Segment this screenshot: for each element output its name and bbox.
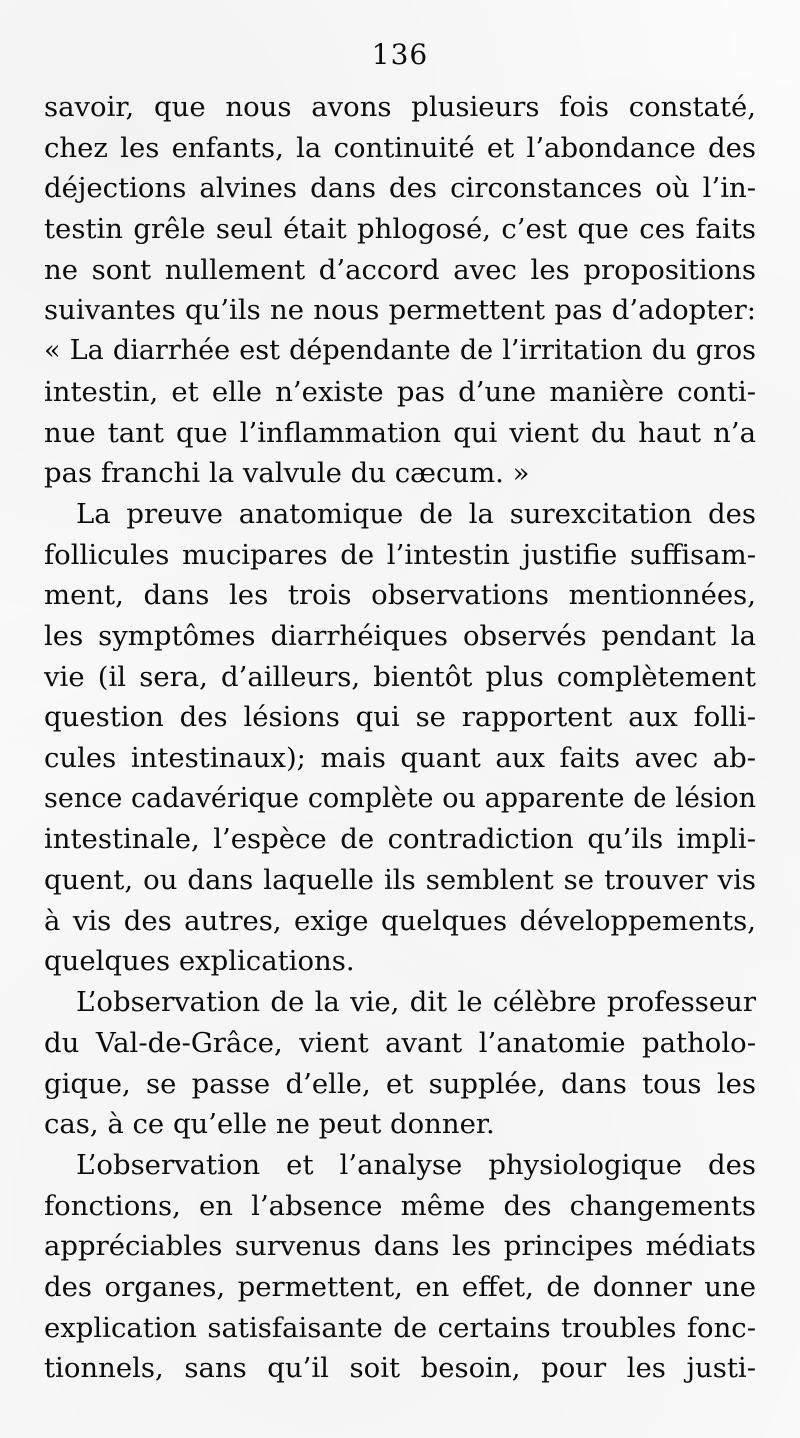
text-line: des organes, permettent, en effet, de donner une (44, 1270, 756, 1303)
text-line: du Val-de-Grâce, vient avant l’anatomie patholo- (44, 1026, 756, 1059)
text-line: nue tant que l’inflammation qui vient du haut n’a (44, 416, 756, 449)
text-line: question des lésions qui se rapportent aux folli- (44, 701, 756, 734)
text-line: intestinale, l’espèce de contradiction qu’ils impli- (44, 823, 756, 856)
text-line: L’observation et l’analyse physiologique des (76, 1148, 756, 1181)
text-line: déjections alvines dans des circonstances où l’in- (44, 172, 756, 205)
text-line: tionnels, sans qu’il soit besoin, pour les justi- (44, 1352, 756, 1385)
text-line: « La diarrhée est dépendante de l’irritation du gros (44, 335, 756, 367)
text-line: La preuve anatomique de la surexcitation des (76, 497, 756, 530)
text-line: suivantes qu’ils ne nous permettent pas d’adopter: (44, 294, 756, 327)
text-line: sence cadavérique complète ou apparente de lésion (44, 782, 756, 814)
body-text (44, 87, 756, 1389)
text-line: les symptômes diarrhéiques observés pendant la (44, 619, 756, 652)
text-line: appréciables survenus dans les principes médiats (44, 1230, 756, 1263)
text-line: explication satisfaisante de certains troubles fonc- (44, 1311, 756, 1344)
text-line: chez les enfants, la continuité et l’abondance des (44, 131, 756, 164)
text-line: à vis des autres, exige quelques développements, (44, 904, 756, 937)
text-line: follicules mucipares de l’intestin justifie suffisam- (44, 538, 756, 571)
text-line: vie (il sera, d’ailleurs, bientôt plus complètement (44, 660, 756, 693)
text-line: quelques explications. (44, 945, 355, 978)
text-line: ment, dans les trois observations mentionnées, (44, 579, 756, 612)
text-line: cas, à ce qu’elle ne peut donner. (44, 1108, 495, 1141)
text-line: quent, ou dans laquelle ils semblent se trouver vis (44, 864, 756, 897)
page-number: 136 (371, 38, 429, 71)
text-line: L’observation de la vie, dit le célèbre professeur (76, 986, 756, 1019)
text-line: cules intestinaux); mais quant aux faits avec ab- (44, 742, 756, 774)
text-line: savoir, que nous avons plusieurs fois constaté, (44, 91, 756, 123)
text-line: ne sont nullement d’accord avec les propositions (44, 253, 756, 286)
text-line: testin grêle seul était phlogosé, c’est que ces faits (44, 213, 756, 246)
text-line: intestin, et elle n’existe pas d’une manière conti- (44, 375, 756, 408)
text-line: pas franchi la valvule du cæcum. » (44, 457, 530, 490)
text-line: gique, se passe d’elle, et supplée, dans tous les (44, 1067, 756, 1100)
text-line: fonctions, en l’absence même des changements (44, 1189, 756, 1222)
